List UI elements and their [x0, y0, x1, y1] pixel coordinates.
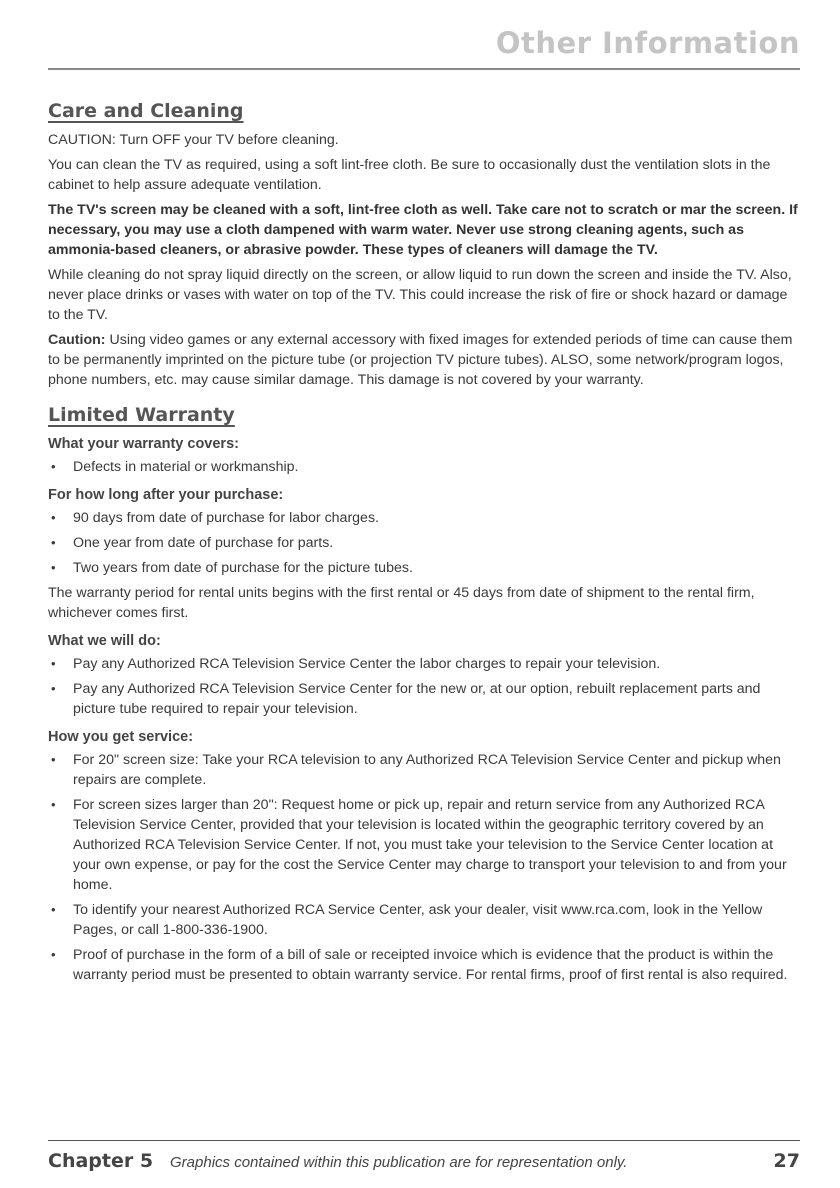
- bullet-icon: •: [51, 656, 56, 671]
- caution-fixed-images-paragraph: [48, 330, 800, 390]
- page-number: 27: [773, 1150, 800, 1172]
- list-item: • To identify your nearest Authorized RCA Service Center, ask your dealer, visit www.rca.com, look in the Yellow Pages, or call 1-800-336-1900.: [51, 902, 763, 938]
- care-cleaning-heading: Care and Cleaning: [48, 100, 244, 122]
- caution-turn-off: CAUTION: Turn OFF your TV before cleaning.: [48, 132, 339, 148]
- list-item: • Pay any Authorized RCA Television Service Center for the new or, at our option, rebuilt replacement parts and picture tube required to repair your television.: [51, 681, 761, 717]
- warranty-duration-list: [48, 508, 800, 578]
- bullet-icon: •: [51, 797, 56, 812]
- bullet-icon: •: [51, 902, 56, 917]
- page-content: [48, 100, 800, 990]
- how-to-get-service-list: [48, 750, 800, 985]
- page-footer: [48, 1150, 800, 1178]
- chapter-label: Chapter 5: [48, 1150, 154, 1172]
- cleaning-paragraph: You can clean the TV as required, using a soft lint-free cloth. Be sure to occasionally dust the ventilation slots in the cabinet to help assure adequate ventilation.: [48, 157, 771, 193]
- list-item: • For 20" screen size: Take your RCA television to any Authorized RCA Television Service Center and pickup when repairs are complete.: [51, 752, 781, 788]
- bullet-icon: •: [51, 459, 56, 474]
- how-to-get-service-heading: How you get service:: [48, 729, 194, 745]
- bullet-icon: •: [51, 681, 56, 696]
- list-item: • Proof of purchase in the form of a bill of sale or receipted invoice which is evidence that the product is within the warranty period must be presented to obtain warranty service. For rental firms, proof of first rental is also required.: [51, 947, 788, 983]
- list-item: • Defects in material or workmanship.: [51, 459, 299, 475]
- list-item: • 90 days from date of purchase for labor charges.: [51, 510, 379, 526]
- footer-note: Graphics contained within this publication are for representation only.: [170, 1154, 628, 1171]
- limited-warranty-heading: Limited Warranty: [48, 404, 235, 426]
- page-title: Other Information: [495, 26, 800, 60]
- page-header: [48, 22, 800, 70]
- bullet-icon: •: [51, 947, 56, 962]
- screen-cleaning-warning: The TV's screen may be cleaned with a soft, lint-free cloth as well. Take care not to scratch or mar the screen. If necessary, you may use a cloth dampened with warm water. Never use strong cleaning agents, such as ammonia-based cleaners, or abrasive powder. These types of cleaners will damage the TV.: [48, 202, 798, 258]
- liquid-warning-paragraph: While cleaning do not spray liquid directly on the screen, or allow liquid to run down the screen and inside the TV. Also, never place drinks or vases with water on top of the TV. This could increase the risk of fire or shock hazard or damage to the TV.: [48, 267, 792, 323]
- bullet-icon: •: [51, 752, 56, 767]
- warranty-duration-heading: For how long after your purchase:: [48, 487, 284, 503]
- what-we-will-do-list: [48, 654, 800, 719]
- list-item: • For screen sizes larger than 20": Request home or pick up, repair and return service from any Authorized RCA Television Service Center, provided that your television is located within the geographic territory covered by an Authorized RCA Television Service Center. If not, you must take your television to the Service Center location at your own expense, or pay for the cost the Service Center may charge to transport your television to and from your home.: [51, 797, 787, 893]
- list-item: • Two years from date of purchase for the picture tubes.: [51, 560, 413, 576]
- warranty-covers-list: [48, 457, 800, 477]
- warranty-covers-heading: What your warranty covers:: [48, 436, 239, 452]
- bullet-icon: •: [51, 535, 56, 550]
- bullet-icon: •: [51, 560, 56, 575]
- list-item: • Pay any Authorized RCA Television Service Center the labor charges to repair your television.: [51, 656, 661, 672]
- list-item: • One year from date of purchase for parts.: [51, 535, 334, 551]
- footer-divider: [48, 1140, 800, 1141]
- what-we-will-do-heading: What we will do:: [48, 633, 161, 649]
- rental-warranty-note: The warranty period for rental units begins with the first rental or 45 days from date of shipment to the rental firm, whichever comes first.: [48, 585, 755, 621]
- caution-label: Caution:: [48, 332, 106, 348]
- caution-fixed-images-text: Using video games or any external accessory with fixed images for extended periods of time can cause them to be permanently imprinted on the picture tube (or projection TV picture tubes). ALSO, some network/program logos, phone numbers, etc. may cause similar damage. This damage is not covered by your warranty.: [48, 332, 793, 388]
- bullet-icon: •: [51, 510, 56, 525]
